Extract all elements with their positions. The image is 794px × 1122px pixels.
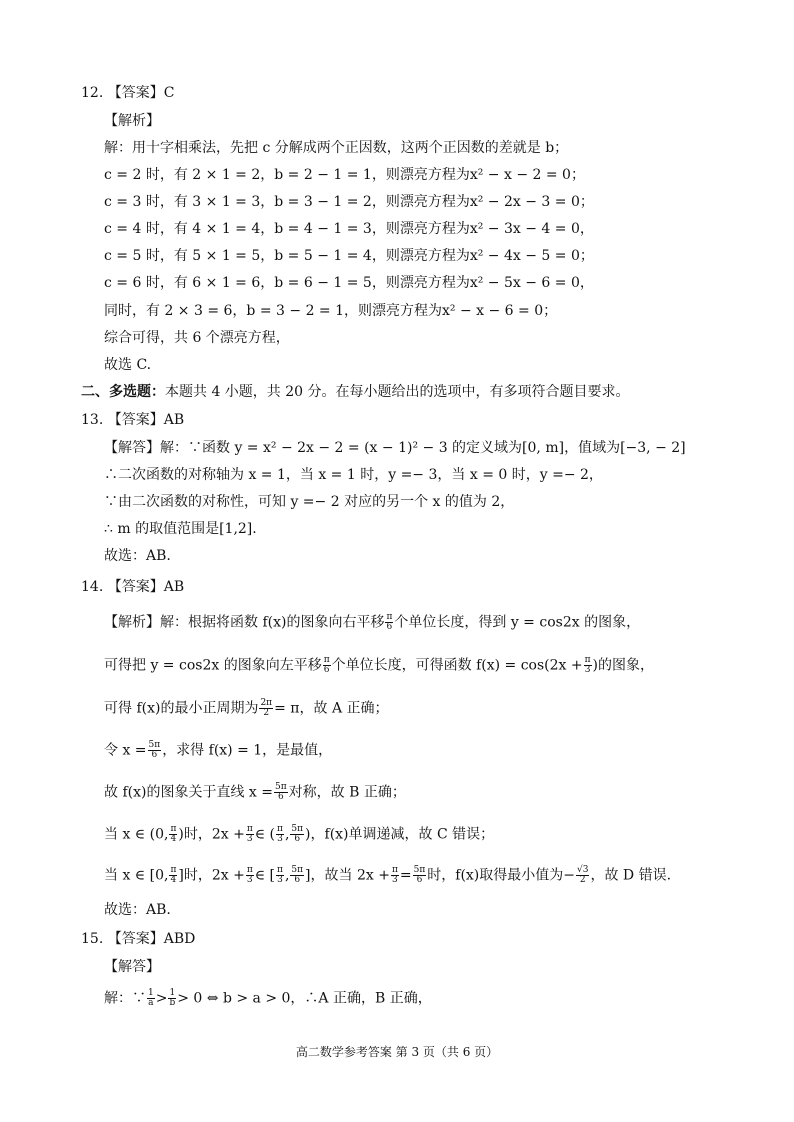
page-footer: 高二数学参考答案 第 3 页（共 6 页） bbox=[295, 1045, 499, 1059]
q13-text: ∵由二次函数的对称性，可知 y =− 2 对应的另一个 x 的值为 2， bbox=[104, 494, 515, 510]
fraction: $\frac{2\pi}{2}$ bbox=[260, 698, 273, 718]
q12-text: 综合可得，共 6 个漂亮方程， bbox=[104, 330, 290, 346]
q12-text: c = 3 时，有 3 × 1 = 3，b = 3 − 1 = 2，则漂亮方程为x² − 2x − 3 = 0； bbox=[104, 194, 594, 210]
fraction: $\frac{\pi}{6}$ bbox=[386, 612, 393, 632]
fraction: $\frac{1}{a}$ bbox=[148, 988, 154, 1008]
q14-text: 当 x ∈ [0, $\frac{\pi}{4}$ ]时，2x + $\frac{\pi}{3}$ ∈ [ $\frac{\pi}{3}$ , $\frac{5\pi}{6}$ ]，故当 2x + $\frac{\pi}{3}$ = $\frac{5\pi}{6}$ 时，f(x)取得最小值为− $\frac{√3}{2}$ ，故 D 错误. bbox=[104, 865, 672, 885]
q14-answer: 14. 【答案】AB bbox=[81, 579, 185, 595]
q15-text: 解：∵ $\frac{1}{a}$ > $\frac{1}{b}$ > 0 ⇔ b > a > 0，∴A 正确，B 正确， bbox=[104, 988, 432, 1008]
q14-text: 可得 f(x)的最小正周期为 $\frac{2\pi}{2}$ = π，故 A 正确； bbox=[104, 698, 389, 718]
q12-answer: 12. 【答案】C bbox=[81, 85, 175, 101]
fraction: $\frac{\pi}{3}$ bbox=[277, 865, 283, 885]
q14-text: 【解析】解：根据将函数 f(x)的图象向右平移 $\frac{\pi}{6}$ 个单位长度，得到 y = cos2x 的图象， bbox=[104, 612, 641, 632]
fraction: $\frac{\pi}{3}$ bbox=[246, 865, 253, 885]
fraction: $\frac{\pi}{3}$ bbox=[584, 655, 591, 675]
q12-text: c = 5 时，有 5 × 1 = 5，b = 5 − 1 = 4，则漂亮方程为x² − 4x − 5 = 0； bbox=[104, 248, 594, 264]
q14-text: 令 x = $\frac{5\pi}{6}$ ，求得 f(x) = 1，是最值， bbox=[104, 740, 333, 760]
q13-text: ∴ m 的取值范围是[1,2]. bbox=[104, 521, 257, 537]
q14-text: 故 f(x)的图象关于直线 x = $\frac{5\pi}{6}$ 对称，故 B 正确； bbox=[104, 782, 406, 802]
q12-conclusion: 故选 C. bbox=[104, 357, 152, 373]
q13-text: 【解答】解：∵函数 y = x² − 2x − 2 = (x − 1)² − 3 的定义域为[0, m]，值域为[−3, − 2] bbox=[104, 440, 686, 456]
fraction: $\frac{5\pi}{6}$ bbox=[291, 824, 304, 844]
q12-text: c = 6 时，有 6 × 1 = 6，b = 6 − 1 = 5，则漂亮方程为x² − 5x − 6 = 0， bbox=[104, 275, 594, 291]
q14-conclusion: 故选：AB. bbox=[104, 902, 171, 918]
fraction: $\frac{5\pi}{6}$ bbox=[413, 865, 426, 885]
q12-text: 同时，有 2 × 3 = 6，b = 3 − 2 = 1，则漂亮方程为x² − x − 6 = 0； bbox=[104, 303, 558, 319]
q13-conclusion: 故选：AB. bbox=[104, 548, 171, 564]
q15-answer: 15. 【答案】ABD bbox=[81, 931, 196, 947]
section-title: 二、多选题： bbox=[81, 384, 165, 400]
fraction: $\frac{\pi}{3}$ bbox=[246, 824, 253, 844]
q13-answer: 13. 【答案】AB bbox=[81, 412, 185, 428]
fraction: $\frac{5\pi}{6}$ bbox=[274, 782, 287, 802]
fraction: $\frac{\pi}{3}$ bbox=[277, 824, 283, 844]
fraction: $\frac{1}{b}$ bbox=[169, 988, 176, 1008]
section-heading bbox=[81, 383, 630, 401]
q12-text: c = 2 时，有 2 × 1 = 2，b = 2 − 1 = 1，则漂亮方程为x² − x − 2 = 0； bbox=[104, 167, 585, 183]
q15-solution-label: 【解答】 bbox=[104, 959, 160, 975]
fraction: $\frac{5\pi}{6}$ bbox=[148, 740, 161, 760]
fraction: $\frac{\pi}{3}$ bbox=[391, 865, 398, 885]
fraction: $\frac{√3}{2}$ bbox=[577, 865, 589, 885]
fraction: $\frac{\pi}{6}$ bbox=[323, 655, 330, 675]
q13-text: ∴二次函数的对称轴为 x = 1，当 x = 1 时，y =− 3，当 x = 0 时，y =− 2， bbox=[104, 467, 603, 483]
q12-text: 解：用十字相乘法，先把 c 分解成两个正因数，这两个正因数的差就是 b； bbox=[104, 140, 569, 156]
fraction: $\frac{\pi}{4}$ bbox=[170, 865, 177, 885]
q12-analysis-label: 【解析】 bbox=[104, 113, 160, 129]
fraction: $\frac{5\pi}{6}$ bbox=[291, 865, 304, 885]
section-description: 本题共 4 小题，共 20 分。在每小题给出的选项中，有多项符合题目要求。 bbox=[165, 384, 630, 400]
q14-text: 当 x ∈ (0, $\frac{\pi}{4}$ )时，2x + $\frac{\pi}{3}$ ∈ ( $\frac{\pi}{3}$ , $\frac{5\pi}{6}$ )，f(x)单调递减，故 C 错误； bbox=[104, 824, 495, 844]
fraction: $\frac{\pi}{4}$ bbox=[170, 824, 177, 844]
q14-text: 可得把 y = cos2x 的图象向左平移 $\frac{\pi}{6}$ 个单位长度，可得函数 f(x) = cos(2x + $\frac{\pi}{3}$ )的图象， bbox=[104, 655, 654, 675]
q12-text: c = 4 时，有 4 × 1 = 4，b = 4 − 1 = 3，则漂亮方程为x² − 3x − 4 = 0， bbox=[104, 221, 594, 237]
